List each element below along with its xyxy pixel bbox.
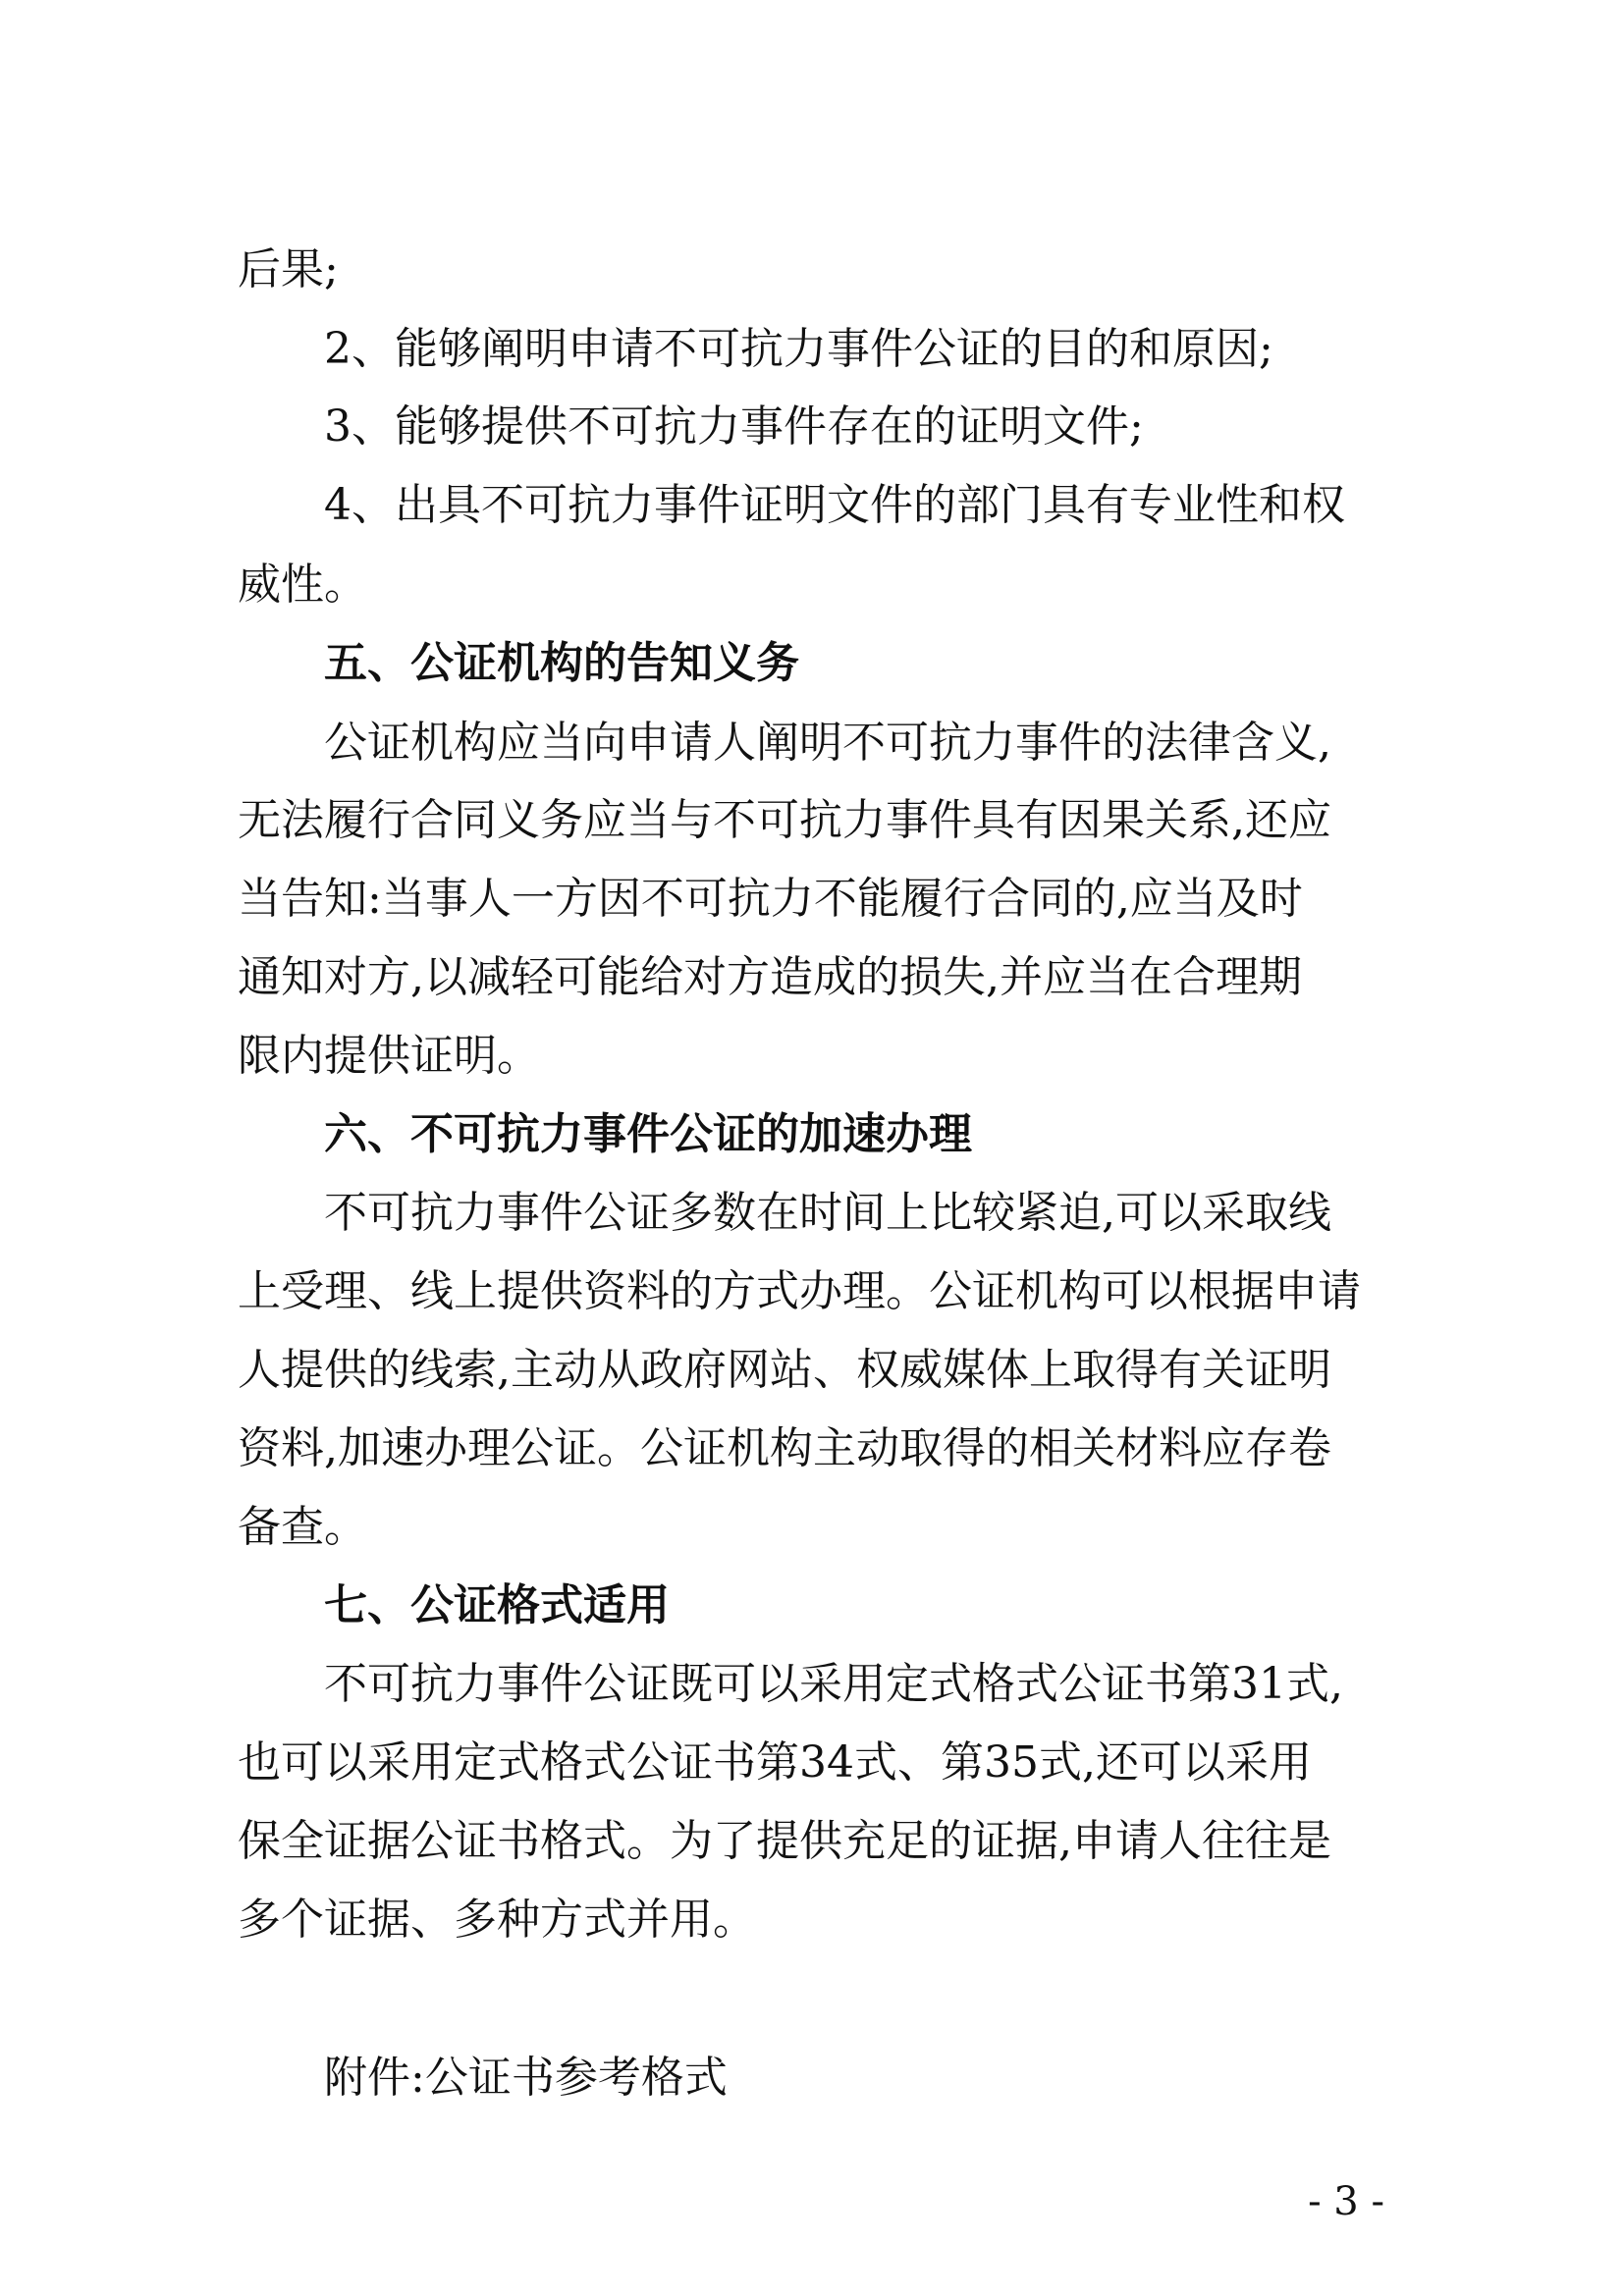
page-number: - 3 -: [1308, 2179, 1384, 2224]
list-item-3: 3、能够提供不可抗力事件存在的证明文件;: [324, 401, 1144, 452]
section-heading-5: 五、公证机构的告知义务: [324, 638, 799, 688]
body-line: 多个证据、多种方式并用。: [238, 1895, 756, 1945]
body-line: 威性。: [238, 560, 367, 610]
section-heading-6: 六、不可抗力事件公证的加速办理: [324, 1109, 972, 1159]
list-item-2: 2、能够阐明申请不可抗力事件公证的目的和原因;: [324, 324, 1273, 374]
body-line: 资料,加速办理公证。公证机构主动取得的相关材料应存卷: [238, 1423, 1331, 1473]
body-line: 公证机构应当向申请人阐明不可抗力事件的法律含义,: [324, 718, 1331, 768]
body-line: 不可抗力事件公证多数在时间上比较紧迫,可以采取线: [324, 1188, 1331, 1238]
body-line: 不可抗力事件公证既可以采用定式格式公证书第31式,: [324, 1659, 1343, 1709]
attachment-line: 附件:公证书参考格式: [324, 2053, 728, 2103]
body-line: 也可以采用定式格式公证书第34式、第35式,还可以采用: [238, 1737, 1312, 1788]
body-line: 通知对方,以减轻可能给对方造成的损失,并应当在合理期: [238, 952, 1302, 1002]
body-line: 当告知:当事人一方因不可抗力不能履行合同的,应当及时: [238, 874, 1303, 924]
list-item-4: 4、出具不可抗力事件证明文件的部门具有专业性和权: [324, 480, 1345, 530]
body-line: 限内提供证明。: [238, 1031, 540, 1081]
body-line: 人提供的线索,主动从政府网站、权威媒体上取得有关证明: [238, 1345, 1331, 1395]
body-line: 上受理、线上提供资料的方式办理。公证机构可以根据申请: [238, 1266, 1361, 1316]
body-line: 备查。: [238, 1502, 367, 1552]
section-heading-7: 七、公证格式适用: [324, 1580, 670, 1630]
body-line: 无法履行合同义务应当与不可抗力事件具有因果关系,还应: [238, 795, 1331, 845]
body-line: 后果;: [238, 244, 339, 294]
body-line: 保全证据公证书格式。为了提供充足的证据,申请人往往是: [238, 1816, 1331, 1866]
